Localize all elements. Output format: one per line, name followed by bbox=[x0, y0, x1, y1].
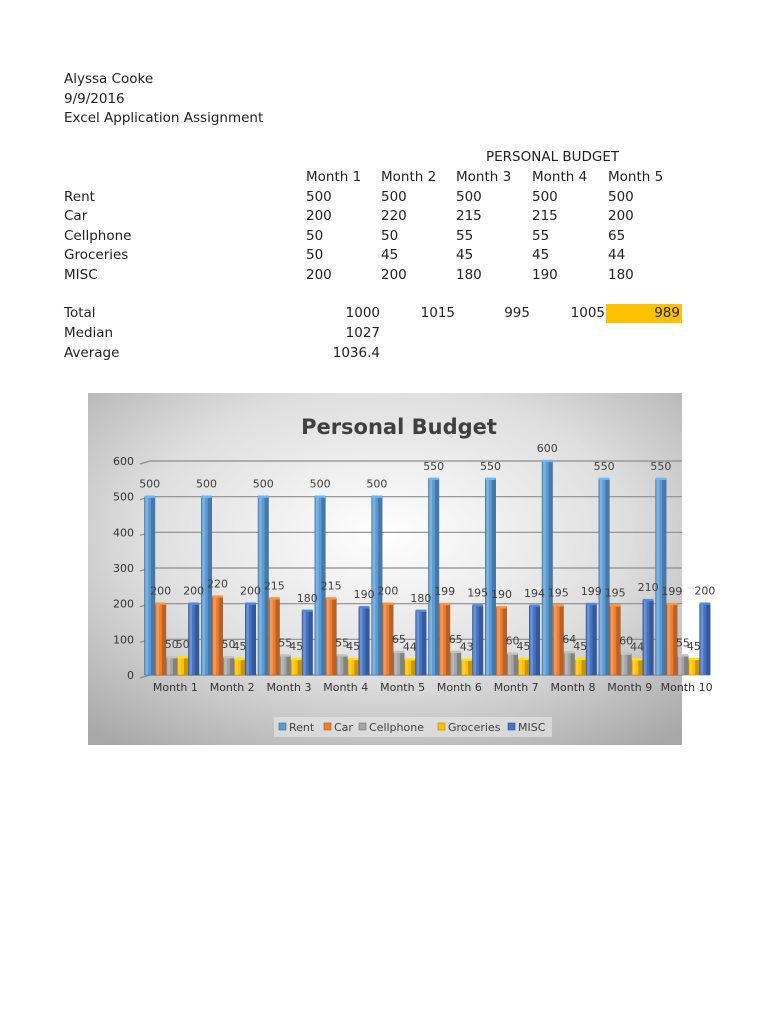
author-name: Alyssa Cooke bbox=[64, 71, 154, 87]
bar-side bbox=[173, 657, 177, 675]
bar-side bbox=[354, 659, 358, 675]
bar-highlight bbox=[338, 655, 341, 675]
data-label: 60 bbox=[619, 634, 634, 648]
data-label: 65 bbox=[448, 632, 463, 646]
row-label-misc: MISC bbox=[64, 267, 98, 283]
data-label: 550 bbox=[423, 459, 445, 473]
cell: 45 bbox=[456, 247, 474, 263]
bar-top bbox=[473, 604, 483, 606]
cell: 200 bbox=[306, 267, 332, 283]
bar-side bbox=[309, 611, 313, 675]
bar-top bbox=[258, 495, 268, 497]
data-label: 215 bbox=[320, 579, 342, 593]
bar-highlight bbox=[384, 604, 387, 675]
bar-side bbox=[195, 604, 199, 675]
data-label: 45 bbox=[516, 639, 531, 653]
bar-top bbox=[416, 610, 426, 612]
bar-top bbox=[245, 602, 255, 604]
bar-highlight bbox=[701, 604, 704, 675]
month-header: Month 5 bbox=[608, 169, 664, 185]
cell: 44 bbox=[608, 247, 626, 263]
cell: 50 bbox=[306, 247, 324, 263]
x-tick-label: Month 4 bbox=[323, 681, 369, 694]
data-label: 500 bbox=[196, 477, 217, 491]
legend-swatch bbox=[359, 723, 366, 730]
data-label: 200 bbox=[377, 584, 399, 598]
bar-highlight bbox=[213, 597, 216, 675]
bar-top bbox=[156, 602, 166, 604]
data-label: 199 bbox=[580, 585, 602, 599]
data-label: 200 bbox=[150, 584, 172, 598]
bar bbox=[621, 652, 631, 675]
cell: 200 bbox=[381, 267, 407, 283]
bar-top bbox=[678, 654, 688, 656]
bar-highlight bbox=[530, 606, 533, 675]
bar-side bbox=[662, 479, 666, 675]
month-header: Month 4 bbox=[532, 169, 588, 185]
bar-highlight bbox=[474, 605, 477, 675]
bar-side bbox=[252, 604, 256, 675]
bar bbox=[212, 595, 222, 675]
chart-title: Personal Budget bbox=[301, 415, 497, 439]
bar-top bbox=[145, 495, 155, 497]
data-label: 500 bbox=[366, 477, 388, 491]
average-value: 1036.4 bbox=[332, 345, 380, 361]
bar-side bbox=[411, 659, 415, 675]
bar-top bbox=[610, 604, 620, 606]
bar-highlight bbox=[565, 652, 568, 675]
data-label: 45 bbox=[346, 639, 361, 653]
data-label: 45 bbox=[573, 639, 588, 653]
data-label: 55 bbox=[335, 636, 350, 650]
bar-highlight bbox=[190, 604, 193, 675]
bar-highlight bbox=[690, 659, 693, 675]
total-value: 995 bbox=[504, 305, 530, 321]
total-value: 1015 bbox=[420, 305, 455, 321]
bar bbox=[518, 658, 528, 675]
bar-top bbox=[302, 610, 312, 612]
budget-chart bbox=[88, 393, 716, 745]
data-label: 500 bbox=[252, 477, 274, 491]
bar-side bbox=[525, 659, 529, 675]
bar bbox=[416, 610, 426, 675]
bar bbox=[689, 658, 699, 675]
bar-top bbox=[656, 478, 666, 480]
bar bbox=[529, 605, 539, 675]
month-header: Month 2 bbox=[381, 169, 437, 185]
bar-top bbox=[575, 658, 585, 660]
bar-top bbox=[599, 478, 609, 480]
bar-highlight bbox=[497, 607, 500, 675]
bar-side bbox=[479, 605, 483, 675]
cell: 65 bbox=[608, 228, 626, 244]
bar-side bbox=[549, 461, 553, 675]
bar-top bbox=[383, 602, 393, 604]
bar bbox=[348, 658, 358, 675]
bar-highlight bbox=[303, 611, 306, 675]
data-label: 55 bbox=[278, 636, 293, 650]
bar-highlight bbox=[463, 660, 466, 675]
data-label: 200 bbox=[240, 584, 261, 598]
bar bbox=[451, 651, 461, 675]
x-tick-label: Month 7 bbox=[493, 681, 539, 694]
bar-highlight bbox=[406, 659, 409, 675]
bar bbox=[599, 478, 609, 675]
bar bbox=[429, 478, 439, 675]
x-tick-label: Month 1 bbox=[152, 681, 198, 694]
y-tick-label: 500 bbox=[113, 490, 134, 504]
bar-top bbox=[372, 495, 382, 497]
bar-highlight bbox=[657, 479, 660, 675]
bar-side bbox=[695, 659, 699, 675]
bar bbox=[575, 658, 585, 675]
data-label: 44 bbox=[402, 640, 417, 654]
bar-highlight bbox=[679, 655, 682, 675]
data-label: 550 bbox=[593, 459, 615, 473]
total-value: 1005 bbox=[570, 305, 605, 321]
legend-swatch bbox=[324, 723, 331, 730]
bar-top bbox=[632, 658, 642, 660]
month-header: Month 3 bbox=[456, 169, 512, 185]
legend-label: MISC bbox=[518, 721, 546, 734]
cell: 500 bbox=[532, 189, 558, 205]
bar-highlight bbox=[554, 605, 557, 675]
bar-top bbox=[643, 599, 653, 601]
data-label: 180 bbox=[296, 591, 318, 605]
bar-side bbox=[582, 659, 586, 675]
bar-top bbox=[326, 597, 336, 599]
bar-highlight bbox=[327, 598, 330, 675]
bar-side bbox=[422, 611, 426, 675]
bar-highlight bbox=[587, 604, 590, 675]
bar-side bbox=[230, 657, 234, 675]
cell: 45 bbox=[381, 247, 399, 263]
cell: 500 bbox=[608, 189, 634, 205]
bar-side bbox=[649, 600, 653, 675]
row-label-car: Car bbox=[64, 208, 88, 224]
data-label: 60 bbox=[505, 634, 520, 648]
data-label: 50 bbox=[175, 638, 190, 652]
bar bbox=[405, 658, 415, 675]
data-label: 65 bbox=[391, 632, 406, 646]
y-tick-label: 300 bbox=[113, 562, 134, 575]
bar-highlight bbox=[430, 479, 433, 675]
legend-label: Cellphone bbox=[369, 721, 424, 734]
bar-top bbox=[359, 606, 369, 608]
bar-side bbox=[468, 660, 472, 675]
bar bbox=[507, 652, 517, 675]
bar-top bbox=[529, 605, 539, 607]
bar-top bbox=[462, 658, 472, 660]
cell: 200 bbox=[608, 208, 634, 224]
bar-top bbox=[440, 603, 450, 605]
data-label: 190 bbox=[491, 588, 512, 602]
bar-side bbox=[571, 652, 575, 675]
bar bbox=[632, 658, 642, 675]
data-label: 55 bbox=[675, 636, 690, 650]
bar-top bbox=[348, 658, 358, 660]
bar bbox=[291, 658, 301, 675]
bar-highlight bbox=[316, 497, 319, 675]
bar-highlight bbox=[452, 652, 455, 675]
bar bbox=[178, 656, 188, 675]
bar-highlight bbox=[543, 461, 546, 675]
data-label: 50 bbox=[164, 638, 179, 652]
bar bbox=[564, 651, 574, 675]
bar-side bbox=[287, 655, 291, 675]
bar bbox=[245, 602, 255, 675]
y-tick-label: 200 bbox=[113, 597, 134, 611]
data-label: 195 bbox=[467, 586, 489, 600]
bar-side bbox=[605, 479, 609, 675]
bar-top bbox=[234, 658, 244, 660]
bar-highlight bbox=[519, 659, 522, 675]
chart-legend bbox=[274, 717, 552, 737]
bar-side bbox=[638, 659, 642, 675]
bar-top bbox=[429, 478, 439, 480]
chart-canvas bbox=[88, 393, 716, 745]
bar-top bbox=[542, 460, 552, 462]
data-label: 195 bbox=[604, 586, 626, 600]
bar bbox=[337, 654, 347, 675]
data-label: 64 bbox=[562, 633, 577, 647]
data-label: 600 bbox=[536, 442, 558, 455]
bar-highlight bbox=[395, 652, 398, 675]
bar-top bbox=[269, 597, 279, 599]
bar-highlight bbox=[644, 600, 647, 675]
bar-top bbox=[201, 495, 211, 497]
cell: 50 bbox=[381, 228, 399, 244]
cell: 500 bbox=[306, 189, 332, 205]
bar-highlight bbox=[157, 604, 160, 675]
data-label: 50 bbox=[221, 638, 236, 652]
bar-side bbox=[400, 652, 404, 675]
bar-highlight bbox=[441, 604, 444, 675]
data-label: 215 bbox=[263, 579, 285, 593]
total-value: 989 bbox=[654, 305, 680, 321]
data-label: 500 bbox=[309, 477, 331, 491]
bar-top bbox=[689, 658, 699, 660]
data-label: 45 bbox=[232, 639, 247, 653]
bar-highlight bbox=[576, 659, 579, 675]
bar-highlight bbox=[611, 605, 614, 675]
data-label: 550 bbox=[650, 459, 672, 473]
y-tick-label: 400 bbox=[113, 526, 134, 540]
data-label: 194 bbox=[524, 586, 545, 600]
bar bbox=[302, 610, 312, 675]
bar-side bbox=[298, 659, 302, 675]
bar-top bbox=[189, 602, 199, 604]
cell: 55 bbox=[532, 228, 550, 244]
bar-side bbox=[365, 607, 369, 675]
total-value: 1000 bbox=[345, 305, 380, 321]
data-label: 500 bbox=[139, 477, 161, 491]
bar-side bbox=[241, 659, 245, 675]
bar-side bbox=[492, 479, 496, 675]
bar-highlight bbox=[168, 657, 171, 675]
bar-side bbox=[184, 657, 188, 675]
x-tick-label: Month 6 bbox=[436, 681, 482, 694]
legend-swatch bbox=[438, 723, 445, 730]
bar-highlight bbox=[600, 479, 603, 675]
bar-highlight bbox=[179, 657, 182, 675]
total-label: Total bbox=[64, 305, 96, 321]
bar-highlight bbox=[270, 598, 273, 675]
bar-side bbox=[343, 655, 347, 675]
data-label: 550 bbox=[480, 459, 501, 473]
data-label: 220 bbox=[207, 577, 228, 591]
bar-highlight bbox=[224, 657, 227, 675]
bar-top bbox=[496, 606, 506, 608]
bar-top bbox=[700, 602, 710, 604]
bar-highlight bbox=[668, 604, 671, 675]
bar bbox=[394, 651, 404, 675]
x-tick-label: Month 5 bbox=[380, 681, 426, 694]
legend-swatch bbox=[508, 723, 515, 730]
bar bbox=[700, 602, 710, 675]
x-tick-label: Month 9 bbox=[607, 681, 653, 694]
data-label: 44 bbox=[630, 640, 645, 654]
bar-top bbox=[178, 656, 188, 658]
bar bbox=[643, 599, 653, 675]
bar-side bbox=[435, 479, 439, 675]
y-tick-label: 100 bbox=[113, 633, 134, 647]
bar bbox=[462, 658, 472, 675]
data-label: 45 bbox=[289, 639, 304, 653]
average-label: Average bbox=[64, 345, 120, 361]
bar bbox=[678, 654, 688, 675]
bar-top bbox=[485, 478, 495, 480]
data-label: 200 bbox=[183, 584, 205, 598]
bar-highlight bbox=[349, 659, 352, 675]
x-tick-label: Month 10 bbox=[660, 681, 713, 694]
bar-highlight bbox=[508, 654, 511, 675]
bar-highlight bbox=[360, 607, 363, 675]
bar-top bbox=[212, 595, 222, 597]
bar-side bbox=[627, 654, 631, 675]
bar bbox=[223, 656, 233, 675]
x-tick-label: Month 8 bbox=[550, 681, 596, 694]
data-label: 190 bbox=[353, 588, 375, 602]
legend-label: Car bbox=[334, 721, 353, 734]
cell: 190 bbox=[532, 267, 558, 283]
cell: 200 bbox=[306, 208, 332, 224]
bar bbox=[280, 654, 290, 675]
bar-top bbox=[553, 604, 563, 606]
bar bbox=[473, 604, 483, 675]
bar-top bbox=[280, 654, 290, 656]
cell: 180 bbox=[608, 267, 634, 283]
bar-highlight bbox=[373, 497, 376, 675]
legend-swatch bbox=[279, 723, 286, 730]
bar-highlight bbox=[633, 659, 636, 675]
bar bbox=[542, 460, 552, 675]
bar-top bbox=[223, 656, 233, 658]
bar-top bbox=[518, 658, 528, 660]
cell: 500 bbox=[381, 189, 407, 205]
assignment-title: Excel Application Assignment bbox=[64, 110, 264, 126]
bar-top bbox=[337, 654, 347, 656]
median-label: Median bbox=[64, 325, 114, 341]
bar-side bbox=[457, 652, 461, 675]
bar-side bbox=[514, 654, 518, 675]
bar bbox=[189, 602, 199, 675]
bar-side bbox=[706, 604, 710, 675]
data-label: 199 bbox=[434, 585, 456, 599]
bar bbox=[485, 478, 495, 675]
row-label-rent: Rent bbox=[64, 189, 95, 205]
bar-top bbox=[586, 603, 596, 605]
bar-highlight bbox=[246, 604, 249, 675]
data-label: 199 bbox=[661, 585, 683, 599]
cell: 180 bbox=[456, 267, 482, 283]
bar-top bbox=[167, 656, 177, 658]
cell: 220 bbox=[381, 208, 407, 224]
bar-top bbox=[291, 658, 301, 660]
budget-title: PERSONAL BUDGET bbox=[486, 149, 620, 165]
bar-highlight bbox=[235, 659, 238, 675]
cell: 50 bbox=[306, 228, 324, 244]
row-label-groceries: Groceries bbox=[64, 247, 129, 263]
cell: 215 bbox=[456, 208, 482, 224]
y-tick-label: 600 bbox=[113, 455, 134, 468]
median-value: 1027 bbox=[345, 325, 380, 341]
x-tick-label: Month 3 bbox=[266, 681, 312, 694]
month-header: Month 1 bbox=[306, 169, 362, 185]
data-label: 195 bbox=[547, 586, 569, 600]
bar-side bbox=[593, 604, 597, 675]
cell: 500 bbox=[456, 189, 482, 205]
legend-label: Rent bbox=[289, 721, 315, 734]
cell: 45 bbox=[532, 247, 550, 263]
bar-highlight bbox=[146, 497, 149, 675]
bar-top bbox=[315, 495, 325, 497]
row-label-cellphone: Cellphone bbox=[64, 228, 132, 244]
bar-highlight bbox=[417, 611, 420, 675]
bar-highlight bbox=[486, 479, 489, 675]
data-label: 180 bbox=[410, 591, 432, 605]
x-tick-label: Month 2 bbox=[209, 681, 255, 694]
bar-side bbox=[219, 597, 223, 675]
bar-side bbox=[684, 655, 688, 675]
bar-highlight bbox=[622, 654, 625, 675]
bar-highlight bbox=[281, 655, 284, 675]
bar-highlight bbox=[292, 659, 295, 675]
date: 9/9/2016 bbox=[64, 91, 125, 107]
data-label: 43 bbox=[459, 640, 474, 654]
bar bbox=[167, 656, 177, 675]
bar bbox=[359, 606, 369, 675]
data-label: 200 bbox=[694, 584, 716, 598]
bar-top bbox=[667, 603, 677, 605]
bar bbox=[586, 603, 596, 675]
bar-side bbox=[536, 606, 540, 675]
cell: 215 bbox=[532, 208, 558, 224]
bar-top bbox=[405, 658, 415, 660]
data-label: 45 bbox=[686, 639, 701, 653]
data-label: 210 bbox=[637, 581, 659, 595]
y-tick-label: 0 bbox=[127, 669, 134, 682]
cell: 55 bbox=[456, 228, 474, 244]
legend-label: Groceries bbox=[448, 721, 501, 734]
bar bbox=[656, 478, 666, 675]
bar bbox=[234, 658, 244, 675]
